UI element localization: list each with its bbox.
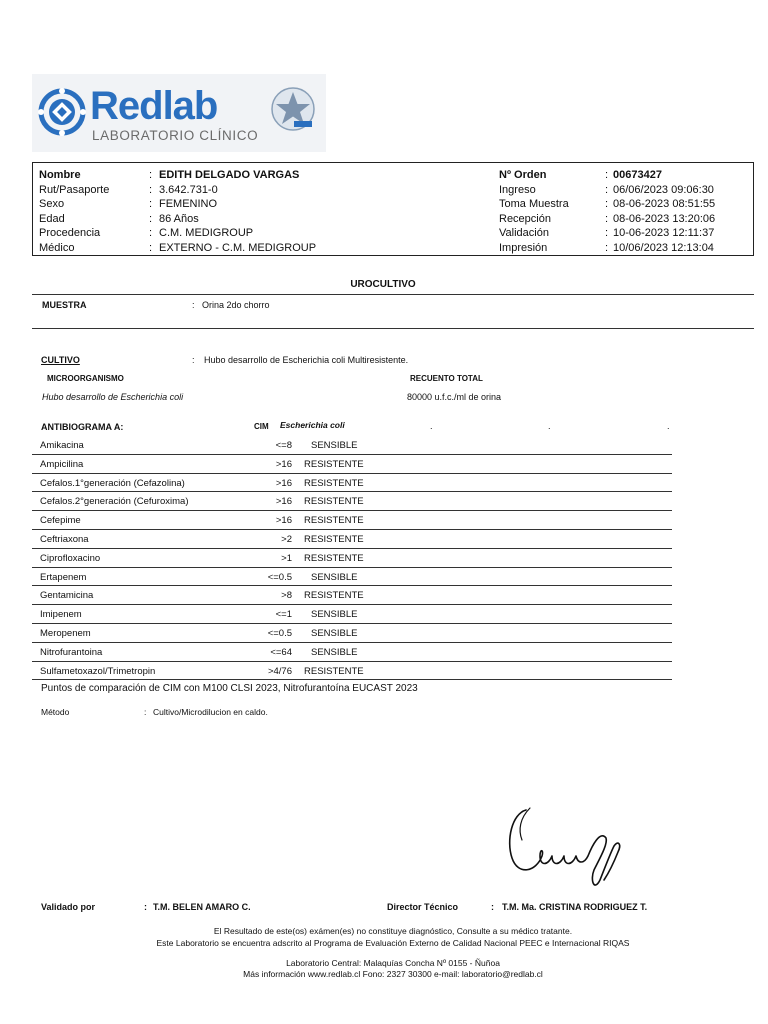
colon: : xyxy=(144,707,147,717)
divider xyxy=(32,294,754,295)
colon: : xyxy=(149,183,153,196)
colon: : xyxy=(605,198,609,210)
susceptibility-result: RESISTENTE xyxy=(304,458,364,470)
table-row xyxy=(32,530,672,549)
cim-value: >8 xyxy=(281,590,292,602)
table-row xyxy=(32,511,672,530)
table-row xyxy=(32,474,672,493)
name-value: EDITH DELGADO VARGAS xyxy=(159,169,300,181)
cim-header: CIM xyxy=(254,422,269,431)
antibiotic-name: Sulfametoxazol/Trimetropin xyxy=(40,665,156,677)
cim-value: >16 xyxy=(275,515,292,527)
colon: : xyxy=(605,212,609,225)
cim-value: >1 xyxy=(281,552,292,564)
logo-subtitle: LABORATORIO CLÍNICO xyxy=(92,128,259,143)
table-row xyxy=(32,662,672,681)
cim-value: >16 xyxy=(275,458,292,470)
edad-value: 86 Años xyxy=(159,212,199,225)
method-label: Método xyxy=(41,707,70,717)
colon: : xyxy=(605,227,609,239)
susceptibility-result: RESISTENTE xyxy=(304,515,364,527)
footer-program: Este Laboratorio se encuentra adscrito al Programa de Evaluación Externo de Calidad Nacional PEEC e Internacional RIQAS xyxy=(156,938,630,948)
cim-value: <=8 xyxy=(275,440,292,451)
patient-info-box xyxy=(32,162,754,256)
table-row xyxy=(32,549,672,568)
muestra-label: MUESTRA xyxy=(42,300,87,310)
susceptibility-result: RESISTENTE xyxy=(304,496,364,508)
colon: : xyxy=(605,241,609,254)
ingreso-value: 06/06/2023 09:06:30 xyxy=(613,183,714,196)
director-label: Director Técnico xyxy=(387,902,459,912)
susceptibility-result: RESISTENTE xyxy=(304,552,364,564)
table-row xyxy=(32,643,672,662)
medico-label: Médico xyxy=(39,241,75,254)
rut-label: Rut/Pasaporte xyxy=(39,183,110,196)
signature-image xyxy=(500,800,630,900)
colon: : xyxy=(192,355,195,365)
logo xyxy=(32,74,326,152)
redlab-emblem-icon xyxy=(38,88,86,136)
cim-value: >2 xyxy=(281,534,292,545)
patient-row xyxy=(33,226,753,241)
antibiotic-name: Ciprofloxacino xyxy=(40,552,101,564)
table-row xyxy=(32,586,672,605)
table-row xyxy=(32,568,672,587)
cim-value: >4/76 xyxy=(267,665,292,677)
antibiotic-name: Ampicilina xyxy=(40,458,84,470)
logo-name: Redlab xyxy=(90,84,218,128)
susceptibility-result: SENSIBLE xyxy=(311,571,358,583)
table-row xyxy=(32,492,672,511)
order-label: Nº Orden xyxy=(499,169,547,181)
footer-contact: Más información www.redlab.cl Fono: 2327 30300 e-mail: laboratorio@redlab.cl xyxy=(243,969,543,979)
medico-value: EXTERNO - C.M. MEDIGROUP xyxy=(159,241,317,254)
dot: . xyxy=(430,421,433,431)
impresion-value: 10/06/2023 12:13:04 xyxy=(613,241,714,254)
sexo-value: FEMENINO xyxy=(159,198,218,210)
susceptibility-result: SENSIBLE xyxy=(311,628,358,639)
cim-value: >16 xyxy=(275,477,292,489)
footer-disclaimer: El Resultado de este(os) exámen(es) no constituye diagnóstico, Consulte a su médico tratante. xyxy=(213,926,573,936)
exam-title: UROCULTIVO xyxy=(350,279,416,290)
director-value: T.M. Ma. CRISTINA RODRIGUEZ T. xyxy=(502,902,648,912)
colon: : xyxy=(491,902,494,912)
susceptibility-result: RESISTENTE xyxy=(304,665,364,677)
recepcion-value: 08-06-2023 13:20:06 xyxy=(613,212,716,225)
colon: : xyxy=(149,198,153,210)
validacion-label: Validación xyxy=(499,227,549,239)
colon: : xyxy=(605,169,609,181)
recuento-value: 80000 u.f.c./ml de orina xyxy=(407,392,502,402)
patient-row xyxy=(33,183,753,198)
recepcion-label: Recepción xyxy=(499,212,551,225)
cim-value: <=0.5 xyxy=(267,571,292,583)
antibiotic-name: Ceftriaxona xyxy=(40,534,89,545)
colon: : xyxy=(144,902,147,912)
ingreso-label: Ingreso xyxy=(499,183,536,196)
rut-value: 3.642.731-0 xyxy=(159,183,218,196)
antibiotic-name: Cefepime xyxy=(40,515,81,527)
patient-row xyxy=(33,212,753,227)
susceptibility-result: RESISTENTE xyxy=(304,534,364,545)
cim-value: <=64 xyxy=(270,646,292,658)
validado-value: T.M. BELEN AMARO C. xyxy=(153,902,251,912)
recuento-header: RECUENTO TOTAL xyxy=(410,374,483,383)
antibiotic-name: Amikacina xyxy=(40,440,84,451)
colon: : xyxy=(605,183,609,196)
antibiotic-name: Meropenem xyxy=(40,628,91,639)
accreditation-seal-icon xyxy=(270,86,316,132)
cim-value: >16 xyxy=(275,496,292,508)
method-value: Cultivo/Microdilucion en caldo. xyxy=(153,707,268,717)
cultivo-value: Hubo desarrollo de Escherichia coli Multiresistente. xyxy=(204,355,409,365)
organism-header: Escherichia coli xyxy=(280,420,345,430)
dot: . xyxy=(667,421,670,431)
muestra-value: Orina 2do chorro xyxy=(202,300,270,310)
toma-muestra-label: Toma Muestra xyxy=(499,198,569,210)
dot: . xyxy=(548,421,551,431)
edad-label: Edad xyxy=(39,212,65,225)
susceptibility-result: RESISTENTE xyxy=(304,477,364,489)
impresion-label: Impresión xyxy=(499,241,548,254)
microorganismo-header: MICROORGANISMO xyxy=(47,374,124,383)
divider xyxy=(32,328,754,329)
patient-row xyxy=(33,197,753,212)
table-row xyxy=(32,605,672,624)
order-value: 00673427 xyxy=(613,169,662,181)
antibiotic-name: Imipenem xyxy=(40,609,82,621)
validado-label: Validado por xyxy=(41,902,96,912)
sexo-label: Sexo xyxy=(39,198,65,210)
toma-muestra-value: 08-06-2023 08:51:55 xyxy=(613,198,716,210)
footer-address: Laboratorio Central: Malaquías Concha Nº 0155 - Ñuñoa xyxy=(286,958,500,968)
table-row xyxy=(32,436,672,455)
procedencia-label: Procedencia xyxy=(39,227,101,239)
antibiotic-name: Gentamicina xyxy=(40,590,94,602)
antibiogram-title: ANTIBIOGRAMA A: xyxy=(41,422,124,432)
antibiotic-name: Ertapenem xyxy=(40,571,87,583)
colon: : xyxy=(149,169,153,181)
microorganismo-value: Hubo desarrollo de Escherichia coli xyxy=(42,392,184,402)
susceptibility-result: SENSIBLE xyxy=(311,609,358,621)
cim-value: <=1 xyxy=(275,609,292,621)
cim-note: Puntos de comparación de CIM con M100 CLSI 2023, Nitrofurantoína EUCAST 2023 xyxy=(41,683,418,694)
susceptibility-result: SENSIBLE xyxy=(311,440,358,451)
susceptibility-result: SENSIBLE xyxy=(311,646,358,658)
table-row xyxy=(32,624,672,643)
colon: : xyxy=(149,227,153,239)
name-label: Nombre xyxy=(39,169,81,181)
cultivo-label: CULTIVO xyxy=(41,355,80,365)
antibiotic-name: Nitrofurantoina xyxy=(40,646,103,658)
antibiotic-name: Cefalos.2°generación (Cefuroxima) xyxy=(40,496,189,508)
cim-value: <=0.5 xyxy=(267,628,292,639)
table-row xyxy=(32,455,672,474)
susceptibility-result: RESISTENTE xyxy=(304,590,364,602)
validacion-value: 10-06-2023 12:11:37 xyxy=(613,227,715,239)
colon: : xyxy=(149,212,153,225)
antibiotic-name: Cefalos.1°generación (Cefazolina) xyxy=(40,477,185,489)
patient-row xyxy=(33,241,753,256)
colon: : xyxy=(192,300,195,310)
patient-row xyxy=(33,168,753,183)
procedencia-value: C.M. MEDIGROUP xyxy=(159,227,254,239)
colon: : xyxy=(149,241,153,254)
